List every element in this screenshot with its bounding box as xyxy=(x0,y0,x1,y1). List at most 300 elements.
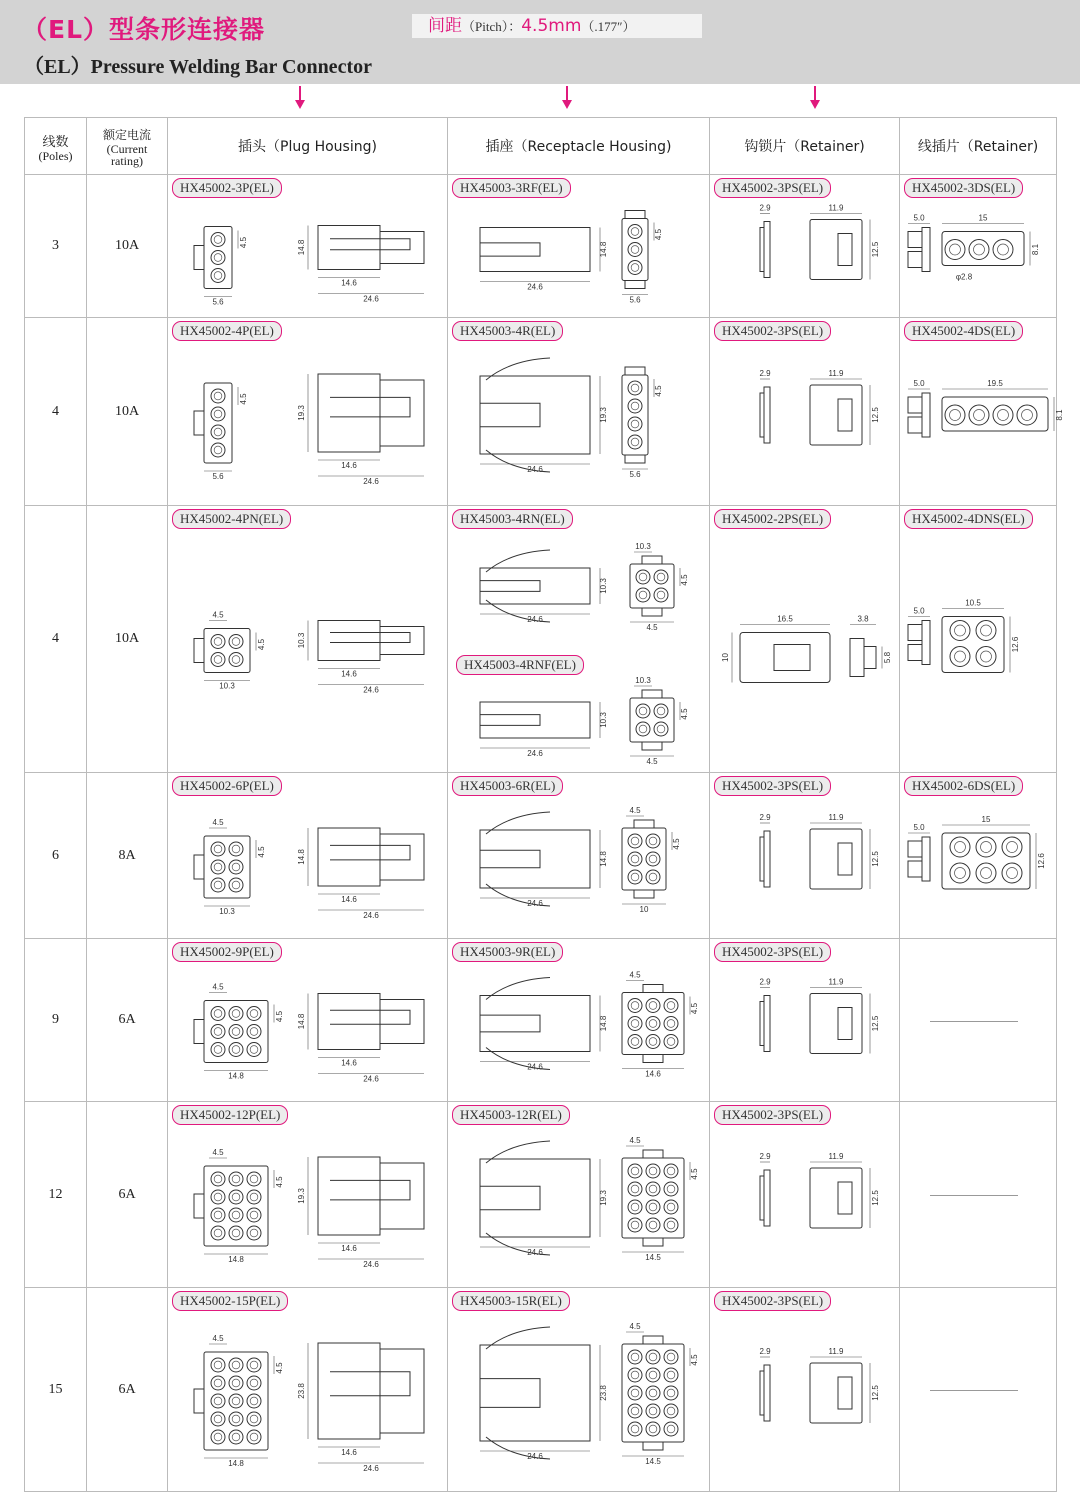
dimension-label: 14.8 xyxy=(599,851,608,867)
pin-hole xyxy=(628,834,642,848)
dimension-label: 14.8 xyxy=(599,1015,608,1032)
dimension-label: 8.1 xyxy=(1055,409,1064,421)
dimension-label: 24.6 xyxy=(527,749,543,758)
part-number-tag[interactable]: HX45003-4R(EL) xyxy=(452,321,563,341)
connector-drawing xyxy=(710,963,900,1100)
dimension-label: 5.6 xyxy=(212,297,224,307)
dimension-label: 24.6 xyxy=(527,1248,543,1257)
dimension-label: 10.3 xyxy=(219,681,235,691)
part-number-tag[interactable]: HX45002-3PS(EL) xyxy=(714,1105,831,1125)
plug-body xyxy=(318,1157,380,1235)
part-number-tag[interactable]: HX45002-4DNS(EL) xyxy=(904,509,1033,529)
retainer-body xyxy=(810,220,862,280)
plug-cell xyxy=(168,939,448,1102)
pin-hole xyxy=(993,240,1013,260)
dimension-label: 14.5 xyxy=(645,1253,661,1262)
retainer-body xyxy=(810,1168,862,1228)
retainer-window xyxy=(838,1182,852,1214)
pin-hole xyxy=(229,860,243,874)
receptacle-body xyxy=(480,568,590,604)
dimension-label: 2.9 xyxy=(759,1347,771,1356)
col-retainer: 钩锁片（Retainer) xyxy=(710,118,900,175)
retainer-edge xyxy=(764,1170,770,1226)
dimension-label: 19.5 xyxy=(987,379,1003,388)
dimension-label: 24.6 xyxy=(527,465,543,474)
pin-hole xyxy=(950,621,970,641)
dimension-label: 23.8 xyxy=(297,1383,306,1399)
part-number-tag[interactable]: HX45002-3PS(EL) xyxy=(714,1291,831,1311)
pin-hole xyxy=(247,1394,261,1408)
retainer-cell xyxy=(710,175,900,318)
dimension-label: 23.8 xyxy=(599,1385,608,1401)
pin-hole xyxy=(950,863,970,883)
part-number-tag[interactable]: HX45002-3PS(EL) xyxy=(714,178,831,198)
retainer-window xyxy=(838,234,852,266)
pitch-paren: （Pitch）： xyxy=(462,19,522,34)
poles-cell: 4 xyxy=(25,318,87,506)
part-number-tag[interactable]: HX45002-3DS(EL) xyxy=(904,178,1023,198)
pin-hole xyxy=(247,1412,261,1426)
dimension-label: 14.6 xyxy=(341,1058,357,1068)
pin-hole xyxy=(646,1368,660,1382)
dimension-label: 12.5 xyxy=(871,1190,880,1206)
col-poles: 线数 (Poles) xyxy=(25,118,87,175)
pin-hole xyxy=(636,722,650,736)
dimension-label: 10 xyxy=(639,905,649,914)
dimension-label: 24.6 xyxy=(363,911,379,920)
pin-hole xyxy=(211,443,225,457)
col-current: 额定电流 (Current rating) xyxy=(87,118,168,175)
pin-hole xyxy=(229,1208,243,1222)
retainer-body xyxy=(810,1363,862,1423)
dimension-label: 24.6 xyxy=(363,1260,379,1269)
connector-drawing xyxy=(448,199,710,316)
dimension-label: 11.9 xyxy=(828,813,844,822)
pin-hole xyxy=(229,1172,243,1186)
plug-pins xyxy=(380,627,424,655)
retainer-edge xyxy=(764,387,770,443)
part-number-tag[interactable]: HX45002-15P(EL) xyxy=(172,1291,288,1311)
pin-hole xyxy=(211,653,225,667)
pitch-box xyxy=(412,14,702,38)
pin-hole xyxy=(628,1182,642,1196)
connector-drawing xyxy=(448,1312,710,1490)
plug-cell xyxy=(168,1288,448,1492)
part-number-tag[interactable]: HX45002-3PS(EL) xyxy=(714,942,831,962)
dimension-label: 5.6 xyxy=(212,472,224,481)
pin-hole xyxy=(247,1172,261,1186)
pin-hole xyxy=(211,1007,225,1021)
pin-hole xyxy=(993,405,1013,425)
part-number-tag[interactable]: HX45003-9R(EL) xyxy=(452,942,563,962)
retainer-side-tab xyxy=(864,647,876,669)
wire-clip xyxy=(908,645,922,661)
dimension-label: 19.3 xyxy=(599,407,608,423)
pitch-inch: （.177″） xyxy=(581,19,636,34)
pin-hole xyxy=(646,870,660,884)
wire-clip xyxy=(908,232,922,248)
pin-hole xyxy=(628,225,642,239)
pitch-value: 4.5mm xyxy=(521,16,582,36)
pin-hole xyxy=(654,722,668,736)
pin-hole xyxy=(211,251,225,265)
title-english: （EL）Pressure Welding Bar Connector xyxy=(24,56,372,78)
pin-hole xyxy=(646,834,660,848)
pin-hole xyxy=(976,621,996,641)
dimension-label: 4.5 xyxy=(646,757,658,766)
plug-body xyxy=(318,1343,380,1439)
connector-drawing xyxy=(168,1312,448,1490)
poles-cell: 3 xyxy=(25,175,87,318)
retainer-window xyxy=(838,399,852,431)
dimension-label: 4.5 xyxy=(629,1322,641,1331)
pin-hole xyxy=(628,1350,642,1364)
dimension-label: 12.5 xyxy=(871,241,880,258)
dimension-label: 4.5 xyxy=(275,1176,284,1188)
wire-retainer-cell xyxy=(900,1102,1057,1288)
dimension-label: 4.5 xyxy=(257,846,266,858)
connector-drawing xyxy=(168,530,448,771)
dimension-label: 14.6 xyxy=(341,1244,357,1253)
receptacle-cell xyxy=(448,1288,710,1492)
pin-hole xyxy=(229,1190,243,1204)
dimension-label: 5.0 xyxy=(913,606,925,616)
pin-hole xyxy=(646,1386,660,1400)
dimension-label: 16.5 xyxy=(777,614,793,624)
poles-cell: 6 xyxy=(25,773,87,939)
part-number-tag[interactable]: HX45003-12R(EL) xyxy=(452,1105,570,1125)
dimension-label: 5.0 xyxy=(913,379,925,388)
plug-cell xyxy=(168,318,448,506)
plug-pins xyxy=(380,232,424,264)
dimension-label: 4.5 xyxy=(680,708,689,720)
wire-retainer-cell xyxy=(900,318,1064,506)
plug-body xyxy=(318,828,380,886)
pin-hole xyxy=(664,1017,678,1031)
page-header xyxy=(0,0,1080,84)
dimension-label: 2.9 xyxy=(759,203,771,213)
dimension-label: 24.6 xyxy=(527,615,543,624)
dimension-label: 24.6 xyxy=(363,1464,379,1473)
connector-drawing xyxy=(168,1126,448,1286)
part-number-tag[interactable]: HX45003-3RF(EL) xyxy=(452,178,571,198)
pin-hole xyxy=(664,999,678,1013)
dimension-label: 4.5 xyxy=(212,610,224,620)
pin-hole xyxy=(636,570,650,584)
table-row xyxy=(25,175,1057,318)
plug-face xyxy=(204,629,250,673)
pin-hole xyxy=(646,1350,660,1364)
pin-hole xyxy=(211,407,225,421)
pin-hole xyxy=(247,1208,261,1222)
pin-hole xyxy=(628,435,642,449)
pin-hole xyxy=(945,240,965,260)
part-number-tag[interactable]: HX45002-6DS(EL) xyxy=(904,776,1023,796)
pin-hole xyxy=(646,1182,660,1196)
plug-pins xyxy=(380,1000,424,1044)
dimension-label: 11.9 xyxy=(828,1347,844,1356)
pin-hole xyxy=(229,1007,243,1021)
pin-hole xyxy=(229,878,243,892)
wire-clip xyxy=(908,417,922,433)
connector-drawing xyxy=(710,1312,900,1490)
pin-hole xyxy=(628,1386,642,1400)
dimension-label: 14.8 xyxy=(228,1071,244,1081)
dimension-label: 4.5 xyxy=(275,1010,284,1023)
dimension-label: 4.5 xyxy=(629,1136,641,1145)
pin-hole xyxy=(247,1043,261,1057)
plug-body xyxy=(318,374,380,452)
pin-hole xyxy=(247,1190,261,1204)
dimension-label: 4.5 xyxy=(212,1148,224,1157)
pin-hole xyxy=(636,588,650,602)
dimension-label: 19.3 xyxy=(599,1190,608,1206)
pin-hole xyxy=(247,1358,261,1372)
pin-hole xyxy=(628,1017,642,1031)
dimension-label: 15 xyxy=(981,815,991,824)
dimension-label: 4.5 xyxy=(629,806,641,815)
current-cell: 6A xyxy=(87,1288,168,1492)
dimension-label: 14.8 xyxy=(297,849,306,865)
pin-hole xyxy=(664,1404,678,1418)
pin-hole xyxy=(950,647,970,667)
pin-hole xyxy=(654,588,668,602)
dimension-label: 12.5 xyxy=(871,1015,880,1032)
part-number-tag[interactable]: HX45002-3PS(EL) xyxy=(714,321,831,341)
pin-hole xyxy=(211,1190,225,1204)
pin-hole xyxy=(646,1200,660,1214)
dimension-label: 24.6 xyxy=(527,899,543,908)
poles-cell: 12 xyxy=(25,1102,87,1288)
receptacle-body xyxy=(480,1345,590,1441)
pin-hole xyxy=(628,1164,642,1178)
part-number-tag[interactable]: HX45003-4RN(EL) xyxy=(452,509,573,529)
wire-clip xyxy=(908,861,922,877)
part-number-tag[interactable]: HX45002-4PN(EL) xyxy=(172,509,291,529)
dimension-label: 4.5 xyxy=(212,818,224,827)
dimension-label: 4.5 xyxy=(680,574,689,586)
dimension-label: 14.6 xyxy=(341,1448,357,1457)
part-number-tag[interactable]: HX45002-3PS(EL) xyxy=(714,776,831,796)
pin-hole xyxy=(628,1422,642,1436)
receptacle-cell xyxy=(448,318,710,506)
dimension-label: 11.9 xyxy=(828,203,844,213)
receptacle-cell xyxy=(448,506,710,773)
retainer-body xyxy=(810,994,862,1054)
pin-hole xyxy=(628,399,642,413)
pin-hole xyxy=(211,860,225,874)
dimension-label: 4.5 xyxy=(672,838,681,850)
pin-hole xyxy=(211,1226,225,1240)
dimension-label: 5.8 xyxy=(883,651,892,664)
col-wire-retainer: 线插片（Retainer) xyxy=(900,118,1057,175)
dimension-label: 24.6 xyxy=(363,1074,379,1084)
empty-dash xyxy=(930,1021,1018,1022)
dimension-label: 24.6 xyxy=(527,1062,543,1072)
receptacle-cell xyxy=(448,773,710,939)
pin-hole xyxy=(664,1422,678,1436)
retainer-body xyxy=(810,829,862,889)
part-number-tag[interactable]: HX45002-12P(EL) xyxy=(172,1105,288,1125)
plug-cell xyxy=(168,773,448,939)
pin-hole xyxy=(247,1430,261,1444)
poles-cell: 15 xyxy=(25,1288,87,1492)
pin-hole xyxy=(211,1376,225,1390)
dimension-label: 2.9 xyxy=(759,977,771,987)
dimension-label: 2.9 xyxy=(759,813,771,822)
pin-hole xyxy=(229,842,243,856)
dimension-label: 4.5 xyxy=(212,982,224,992)
current-cell: 6A xyxy=(87,1102,168,1288)
dimension-label: 14.6 xyxy=(341,278,357,288)
part-number-tag[interactable]: HX45002-3P(EL) xyxy=(172,178,282,198)
wire-clip xyxy=(908,252,922,268)
pin-hole xyxy=(646,1035,660,1049)
pin-hole xyxy=(229,653,243,667)
table-header-row xyxy=(25,118,1057,175)
pin-hole xyxy=(628,261,642,275)
dimension-label: 24.6 xyxy=(527,1452,543,1461)
dimension-label: 10.3 xyxy=(599,712,608,728)
retainer-edge xyxy=(764,1365,770,1421)
part-number-tag[interactable]: HX45003-6R(EL) xyxy=(452,776,563,796)
dimension-label: 24.6 xyxy=(363,685,379,695)
connector-drawing xyxy=(900,342,1064,504)
dimension-label: 4.5 xyxy=(690,1002,699,1015)
wire-bar xyxy=(922,621,930,665)
empty-dash xyxy=(930,1390,1018,1391)
part-number-tag[interactable]: HX45002-6P(EL) xyxy=(172,776,282,796)
wire-clip xyxy=(908,841,922,857)
connector-drawing xyxy=(710,199,900,316)
plug-cell xyxy=(168,506,448,773)
retainer-plate xyxy=(740,633,830,683)
connector-drawing xyxy=(448,963,710,1100)
part-number-tag[interactable]: HX45002-4P(EL) xyxy=(172,321,282,341)
dimension-label: 12.5 xyxy=(871,851,880,867)
wire-retainer-cell xyxy=(900,773,1057,939)
pin-hole xyxy=(229,635,243,649)
dimension-label: 10 xyxy=(721,653,730,662)
pin-hole xyxy=(664,1218,678,1232)
retainer-edge xyxy=(764,222,770,278)
connector-table xyxy=(24,117,1064,1492)
part-number-tag[interactable]: HX45003-4RNF(EL) xyxy=(456,655,584,675)
connector-drawing xyxy=(710,1126,900,1286)
dimension-label: 14.6 xyxy=(341,669,357,679)
pin-hole xyxy=(976,837,996,857)
dimension-label: 14.6 xyxy=(341,895,357,904)
connector-drawing xyxy=(900,530,1057,771)
empty-dash xyxy=(930,1195,1018,1196)
dimension-label: 14.8 xyxy=(297,239,306,256)
pin-hole xyxy=(211,269,225,283)
dimension-label: 19.3 xyxy=(297,405,306,421)
pin-hole xyxy=(229,1412,243,1426)
connector-drawing xyxy=(710,530,900,771)
receptacle-cell xyxy=(448,1102,710,1288)
receptacle-face xyxy=(630,564,674,608)
pin-hole xyxy=(664,1350,678,1364)
pin-hole xyxy=(229,1394,243,1408)
pin-hole xyxy=(654,570,668,584)
dimension-label: 24.6 xyxy=(363,294,379,304)
dimension-label: 4.5 xyxy=(690,1168,699,1180)
dimension-label: 24.6 xyxy=(363,477,379,486)
dimension-label: 14.8 xyxy=(297,1013,306,1030)
dimension-label: 4.5 xyxy=(275,1362,284,1374)
plug-body xyxy=(318,994,380,1050)
pin-hole xyxy=(646,1218,660,1232)
pin-hole xyxy=(646,999,660,1013)
pin-hole xyxy=(664,1035,678,1049)
retainer-cell xyxy=(710,506,900,773)
receptacle-body xyxy=(480,376,590,454)
connector-drawing xyxy=(168,797,448,937)
pin-hole xyxy=(229,1043,243,1057)
connector-drawing xyxy=(448,1126,710,1286)
pin-hole xyxy=(664,1368,678,1382)
part-number-tag[interactable]: HX45002-2PS(EL) xyxy=(714,509,831,529)
connector-drawing xyxy=(448,530,710,650)
pin-hole xyxy=(646,852,660,866)
dimension-label: 10.3 xyxy=(599,578,608,594)
dimension-label: 4.5 xyxy=(690,1354,699,1366)
pin-hole xyxy=(247,1226,261,1240)
current-cell: 10A xyxy=(87,318,168,506)
pin-hole xyxy=(636,704,650,718)
pin-hole xyxy=(628,1404,642,1418)
pin-hole xyxy=(211,1043,225,1057)
connector-drawing xyxy=(710,342,900,504)
pin-hole xyxy=(628,999,642,1013)
pin-hole xyxy=(211,389,225,403)
pin-hole xyxy=(628,870,642,884)
pin-hole xyxy=(211,1412,225,1426)
part-number-tag[interactable]: HX45003-15R(EL) xyxy=(452,1291,570,1311)
wire-bar xyxy=(922,393,930,437)
dimension-label: 15 xyxy=(978,213,988,223)
table-row xyxy=(25,773,1057,939)
plug-body xyxy=(318,621,380,661)
retainer-cell xyxy=(710,318,900,506)
wire-retainer-cell xyxy=(900,175,1057,318)
retainer-cell xyxy=(710,1288,900,1492)
dimension-label: 5.6 xyxy=(629,470,641,479)
pin-hole xyxy=(211,233,225,247)
wire-clip xyxy=(908,397,922,413)
dimension-label: 14.8 xyxy=(228,1459,244,1468)
retainer-side xyxy=(850,639,864,677)
pin-hole xyxy=(628,417,642,431)
pin-hole xyxy=(211,1208,225,1222)
pin-hole xyxy=(664,1164,678,1178)
part-number-tag[interactable]: HX45002-4DS(EL) xyxy=(904,321,1023,341)
retainer-window xyxy=(838,1377,852,1409)
dimension-label: 12.6 xyxy=(1037,853,1046,869)
receptacle-face xyxy=(630,698,674,742)
dimension-label: 10.3 xyxy=(219,907,235,916)
retainer-cell xyxy=(710,1102,900,1288)
pin-hole xyxy=(229,1025,243,1039)
dimension-label: 3.8 xyxy=(857,614,869,624)
connector-drawing xyxy=(710,797,900,937)
dimension-label: 4.5 xyxy=(257,638,266,651)
pin-hole xyxy=(628,1368,642,1382)
pin-hole xyxy=(950,837,970,857)
retainer-window xyxy=(838,1008,852,1040)
part-number-tag[interactable]: HX45002-9P(EL) xyxy=(172,942,282,962)
